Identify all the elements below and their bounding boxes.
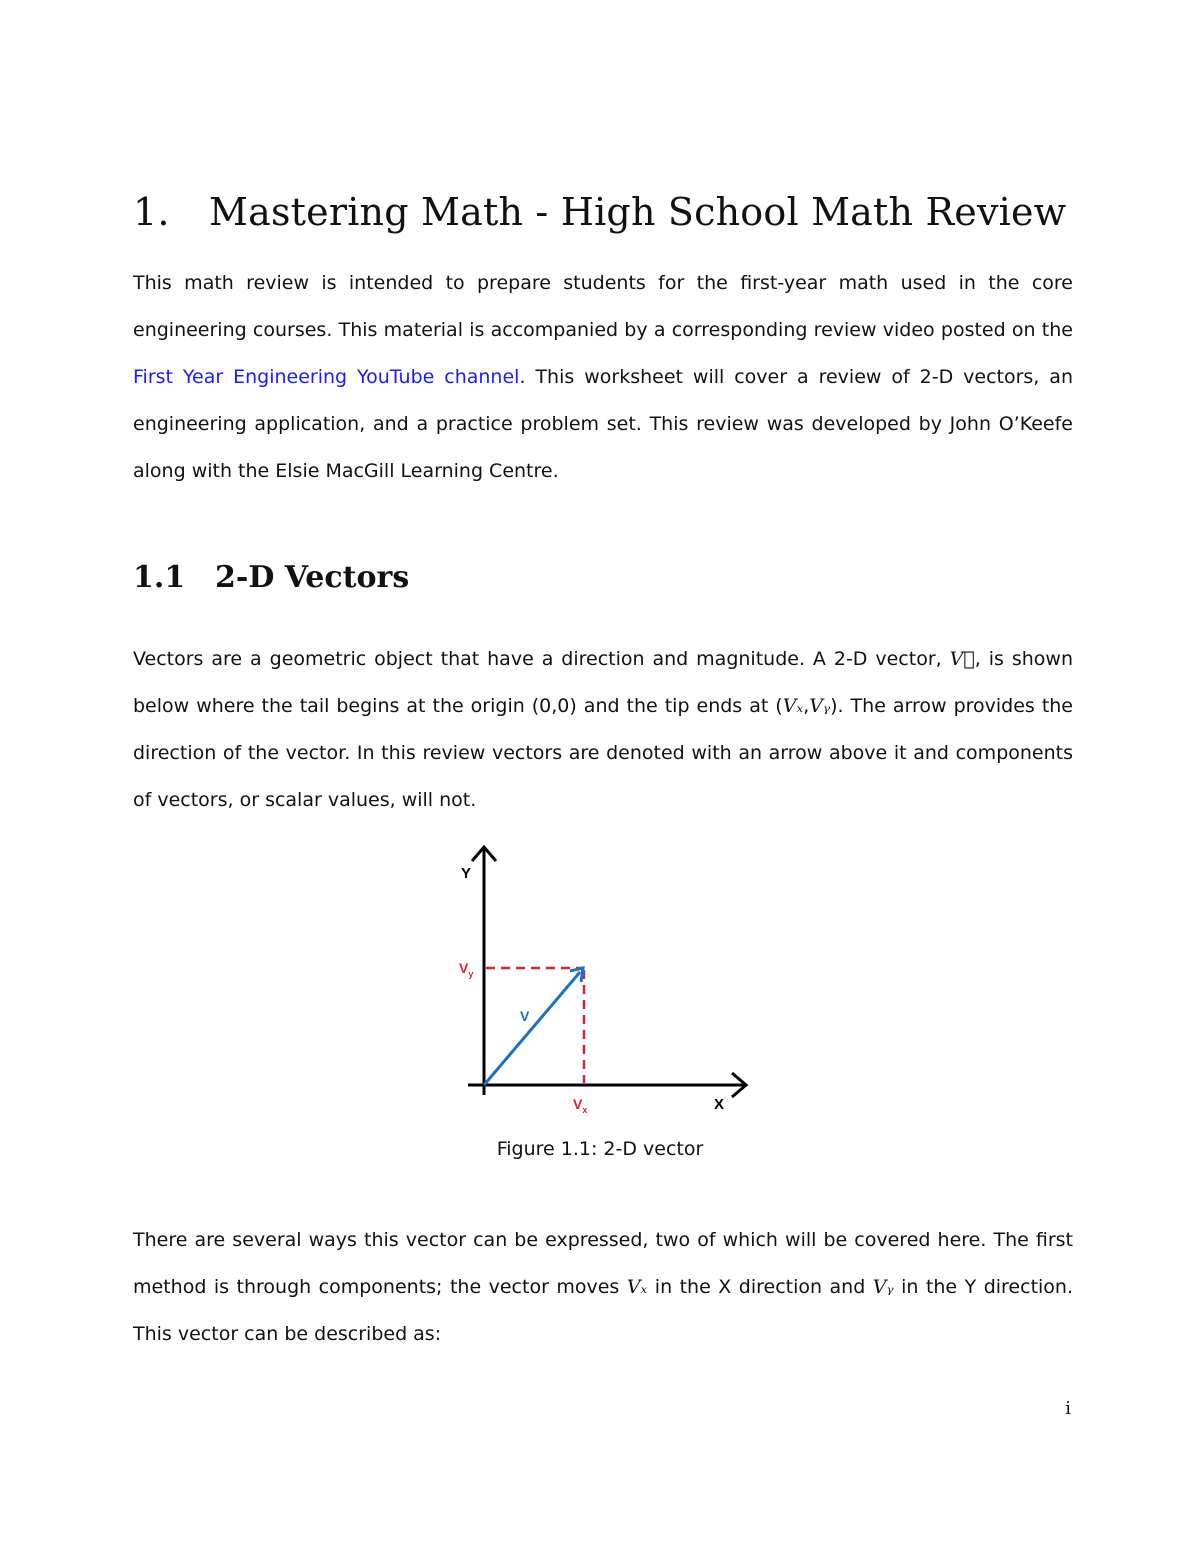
chapter-title	[133, 190, 1066, 234]
vy-label	[459, 960, 473, 979]
section-number: 1.1	[133, 560, 186, 595]
vectors-text-1: Vectors are a geometric object that have a direction and magnitude. A 2-D vector,	[133, 648, 950, 670]
vy-label-main: V	[459, 960, 469, 976]
chapter-title-text: Mastering Math - High School Math Review	[209, 190, 1067, 234]
vector-label: V	[520, 1008, 530, 1024]
vector-v-symbol: V⃗	[949, 648, 975, 670]
youtube-channel-link[interactable]: First Year Engineering YouTube channel	[133, 366, 520, 388]
components-text-1: There are several ways this vector can be expressed, two of which will be covered here. The first method is through components; the vector moves	[133, 1229, 1073, 1298]
vy-symbol: Vᵧ	[809, 695, 831, 717]
x-axis-label: X	[714, 1096, 725, 1113]
vx-symbol: Vₓ	[782, 695, 804, 717]
figure-caption: Figure 1.1: 2-D vector	[496, 1138, 704, 1160]
vy-symbol-2: Vᵧ	[872, 1276, 894, 1298]
comma: ,	[803, 695, 810, 717]
components-paragraph	[133, 1217, 1073, 1358]
section-title	[133, 560, 409, 595]
components-text-2: in the X direction and	[647, 1276, 873, 1298]
intro-text-2: . This worksheet will cover a review of 2-D vectors, an engineering application, and a practice problem set. This review was developed by John O’Keefe along with the Elsie MacGill Learning Centre.	[133, 366, 1073, 482]
vector-diagram	[440, 835, 770, 1125]
y-axis-label: Y	[461, 865, 472, 882]
intro-paragraph	[133, 260, 1073, 495]
vx-symbol-2: Vₓ	[626, 1276, 648, 1298]
vector-figure	[440, 835, 770, 1125]
vectors-paragraph	[133, 636, 1073, 824]
section-title-text: 2-D Vectors	[215, 560, 410, 595]
vectors-text-2: , is shown below where the tail begins at the origin (0,0) and the tip ends at (	[133, 648, 1073, 717]
vx-label	[573, 1096, 587, 1115]
chapter-number: 1.	[133, 190, 170, 234]
vector-line	[484, 972, 580, 1085]
page-number: i	[1065, 1398, 1071, 1419]
vx-label-sub: x	[582, 1105, 588, 1115]
intro-text-1: This math review is intended to prepare students for the first-year math used in the core engineering courses. This material is accompanied by a corresponding review video posted on the	[133, 272, 1073, 341]
vy-label-sub: y	[468, 969, 474, 979]
components-text-3: in the Y direction. This vector can be described as:	[133, 1276, 1074, 1345]
vx-label-main: V	[573, 1096, 583, 1112]
vectors-text-3: ). The arrow provides the direction of the vector. In this review vectors are denoted with an arrow above it and components of vectors, or scalar values, will not.	[133, 695, 1074, 811]
